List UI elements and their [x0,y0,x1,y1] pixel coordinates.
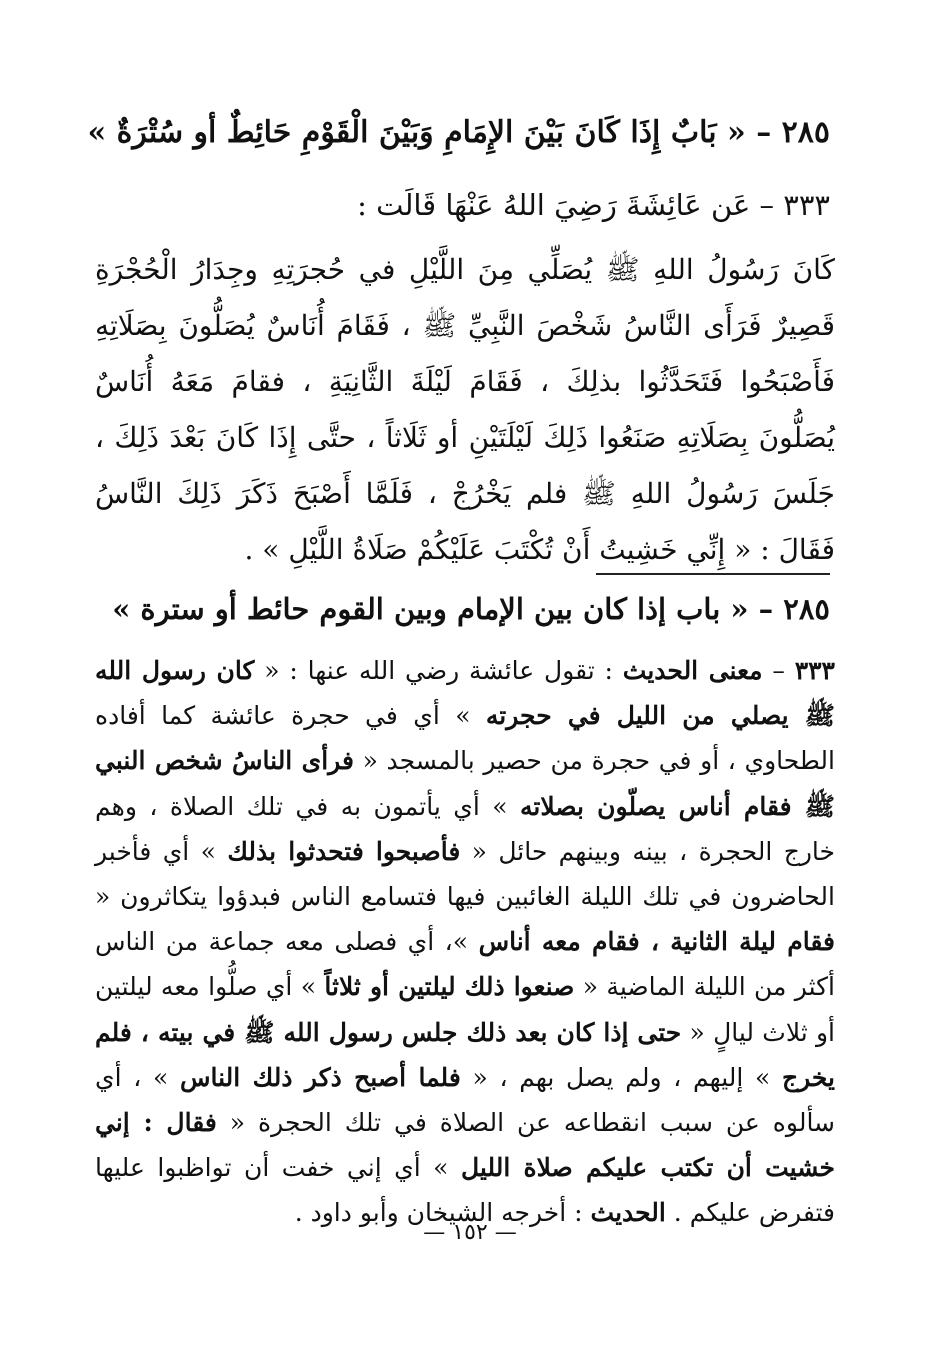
commentary-text: » أي في حجرة عائشة كما أفاده الطحاوي ، أو في حجرة من حصير بالمسجد « [95,701,835,776]
hadith-source-label: الحديث [590,1198,666,1228]
quoted-phrase: فقال : إني خشيت أن تكتب عليكم صلاة الليل [95,1108,835,1183]
quoted-phrase: فقام ليلة الثانية ، فقام معه أناس [478,927,835,957]
commentary-text: – [762,656,795,685]
commentary-text: » أي إني خفت أن تواظبوا عليها فتفرض عليكم . [95,1153,835,1228]
commentary-text: » أي صلُّوا معه ليلتين أو ثلاث ليالٍ « [95,972,835,1047]
commentary-paragraph [95,648,835,1236]
section-divider [596,573,830,575]
commentary-text: » أي فأخبر الحاضرون في تلك الليلة الغائبين فيها فتسامع الناس فبدؤوا يتكاثرون « [95,836,835,912]
quoted-phrase: حتى إذا كان بعد ذلك جلس رسول الله ﷺ في بيته ، فلم يخرج [95,1017,836,1092]
commentary-text: » إليهم ، ولم يصل بهم ، « [460,1062,782,1092]
quoted-phrase: فأصبحوا فتحدثوا بذلك [227,836,461,866]
chapter-heading-commentary: ٢٨٥ – « باب إذا كان بين الإمام وبين القوم حائط أو سترة » [112,592,830,626]
page-number: — ١٥٢ — [423,1220,517,1245]
chapter-heading-vocalized: ٢٨٥ – « بَابٌ إِذَا كَانَ بَيْنَ الإِمَامِ وَبَيْنَ الْقَوْمِ حَائِطٌ أو سُتْرَةٌ » [87,115,830,150]
commentary-text: : تقول عائشة رضي الله عنها : « [254,656,623,685]
commentary-text: » ، أي سألوه عن سبب انقطاعه عن الصلاة في تلك الحجرة « [95,1062,836,1138]
quoted-phrase: صنعوا ذلك ليلتين أو ثلاثاً [324,972,575,1002]
meaning-label: معنى الحديث [622,656,763,685]
quoted-phrase: كان رسول الله ﷺ يصلي من الليل في حجرته [95,656,835,731]
hadith-text: كَانَ رَسُولُ اللهِ ﷺ يُصَلِّي مِنَ اللَّيْلِ في حُجرَتِهِ وجِدَارُ الْحُجْرَةِ قَصِيرٌ فَرَأَى النَّاسُ شَخْصَ النَّبِيِّ ﷺ ، فَقَامَ أُنَاسٌ يُصَلُّونَ بِصَلَاتِهِ فَأَصْبَحُوا فَتَحَدَّثُوا بذلِكَ ، فَقَامَ لَيْلَةَ الثَّانِيَةِ ، فقامَ مَعَهُ أُنَاسٌ يُصَلُّونَ بِصَلَاتِهِ صَنَعُوا ذَلِكَ لَيْلَتَيْنِ أو ثَلَاثاً ، حتَّى إِذَا كَانَ بَعْدَ ذَلِكَ ، جَلَسَ رَسُولُ اللهِ ﷺ فلم يَخْرُجْ ، فَلَمَّا أَصْبَحَ ذَكَرَ ذَلِكَ النَّاسُ فَقَالَ : « إِنِّي خَشِيتُ أَنْ تُكْتَبَ عَلَيْكُمْ صَلَاةُ اللَّيْلِ » . [95,253,835,566]
hadith-narrator-line: ٣٣٣ – عَن عَائِشَةَ رَضِيَ اللهُ عَنْهَا قَالَت : [357,188,830,222]
commentary-text: »، أي فصلى معه جماعة من الناس أكثر من الليلة الماضية « [95,927,835,1002]
quoted-phrase: فرأى الناسُ شخص النبي ﷺ فقام أناس يصلّون بصلاته [95,746,835,821]
hadith-number: ٣٣٣ [794,656,835,685]
commentary-text: : أخرجه الشيخان وأبو داود . [294,1198,591,1228]
quoted-phrase: فلما أصبح ذكر ذلك الناس [179,1062,461,1092]
commentary-text: » أي يأتمون به في تلك الصلاة ، وهم خارج الحجرة ، بينه وبينهم حائل « [95,791,835,866]
